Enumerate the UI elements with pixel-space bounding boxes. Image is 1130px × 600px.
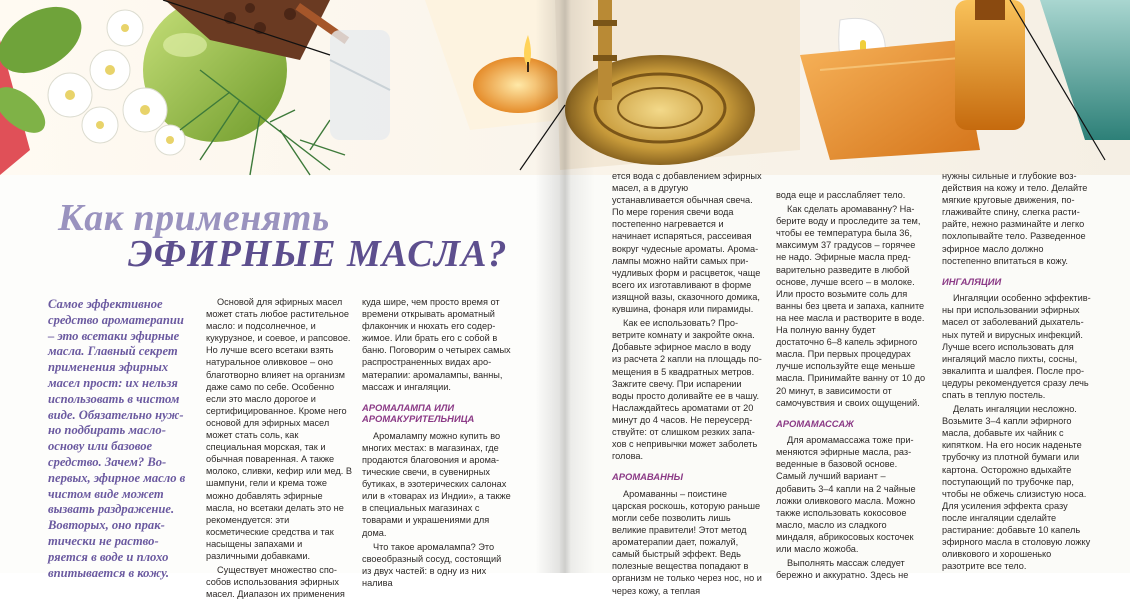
text-column-1 [206, 296, 354, 600]
paragraph: Основой для эфирных масел может стать любое растительное масло: и подсолнечное, и кукурузное, и соевое, и рапсовое. Но лучше всего всетаки взять натуральное оливковое – оно благотворно влияет на организм даже само по себе. Особенно если это масло дорогое и сертифицированное. Кроме него основой для эфирных масел может стать соль, как специальная морская, так и обычная поваренная. А также молоко, сливки, кефир или мед. В шампуни, гели и крема тоже можно добавлять эфирные масла, но всетаки делать это не рекомендуется: эти косметические средства и так насыщены запахами и различными добавками. [206, 297, 352, 561]
text-column-3 [612, 170, 762, 596]
section-heading-aromalamp: АРОМАЛАМПА ИЛИ АРОМАКУРИТЕЛЬНИЦА [362, 401, 475, 425]
paragraph: куда шире, чем просто время от времени открывать ароматный флакончик и нюхать его содержимое. Или брать его с собой в баню. Поговорим о четырех самых распространенных видах ароматерапии: аромалампы, ванны, массаж и ингаляции. [362, 297, 511, 392]
paragraph: Существует множество способов использования эфирных масел. Диапазон их применения [206, 565, 345, 600]
paragraph: Как ее использовать? Проветрите комнату и закройте окна. Добавьте эфирное масло в воду из расчета 2 капли на площадь помещения в 5 квадратных метров. Зажгите свечу. При испарении воды просто доливайте ее в чашу. Наслаждайтесь ароматами от 20 минут до 4 часов. Не переусердствуйте: от слишком резких запахов с непривычки может заболеть голова. [612, 318, 762, 462]
lead-paragraph: Самое эффективное средство аромaтерапии – это всетаки эфирные масла. Главный секрет применения эфирных масел прост: их нельзя использовать в чистом виде. Обязательно нужно подбирать маслооснову или базовое средство. Зачем? Вопервых, эфирное масло в чистом виде может вызвать раздражение. Вовторых, оно практически не растворяется в воде и плохо впитывается в кожу. [48, 297, 186, 580]
section-heading-inhalations: ИНГАЛЯЦИИ [942, 275, 1002, 287]
paragraph: Аромаванны – поистине царская роскошь, которую раньше могли себе позволить лишь великие правители! Этот метод ароматерапии дает, пожалуй, самый быстрый эффект. Ведь полезные вещества попадают в организм не только через нос, но и через кожу, а теплая [612, 488, 762, 596]
orange-soap-image [800, 40, 980, 160]
paragraph: Делать ингаляции несложно. Возьмите 3–4 капли эфирного масла, добавьте их чайник с кипятком. На его носик наденьте трубочку из плотной бумаги или картона. Осторожно вдыхайте поступающий по трубочке пар, чтобы не обжечь слизистую носа. Для усиления эффекта сразу после ингаляции сделайте растирание: добавьте 10 капель эфирного масла в столовую ложку оливкового и хорошенько разотрите все тело. [942, 404, 1091, 572]
text-column-5 [942, 170, 1092, 573]
amber-oil-bottle-image [955, 0, 1025, 130]
section-heading-aromabaths: АРОМАВАННЫ [612, 471, 683, 483]
paragraph: ется вода с добавлением эфирных масел, а в другую устанавливается обычная свеча. По мере горения свечи вода постепенно нагревается и начинает испаряться, рассеивая вокруг чудесные ароматы. Аромалампы можно найти самых причудливых форм и расцветок, чаще всего их изготавливают в форме изящной вазы, сказочного домика, кувшина, фонаря или пирамиды. [612, 171, 762, 315]
paragraph: вода еще и расслабляет тело. [776, 190, 906, 200]
paragraph: нужны сильные и глубокие воздействия на кожу и тело. Делайте мягкие круговые движения, поглаживайте спину, слегка растирайте, нежно разминайте и легко похлопывайте тело. Разведенное эфирное масло должно постепенно впитаться в кожу. [942, 171, 1088, 266]
paragraph: Что такое аромалампа? Это своеобразный сосуд, состоящий из двух частей: в одну из них налива [362, 541, 502, 588]
text-column-4 [776, 189, 926, 581]
section-heading-aromamassage: АРОМАМАССАЖ [776, 417, 854, 429]
paragraph: Выполнять массаж следует бережно и аккуратно. Здесь не [776, 558, 909, 581]
paragraph: Для аромамассажа тоже применяются эфирные масла, разведенные в базовой основе. Самый лучший вариант – добавить 3–4 капли на 2 чайные ложки оливкового масла. Можно также использовать кокосовое масло, масло из сладкого миндаля, абрикосовых косточек или масло жожоба. [776, 435, 916, 555]
oil-bottle-image [330, 30, 390, 140]
paragraph: Ингаляции особенно эффективны при использовании эфирных масел от заболеваний дыхательных путей и вирусных инфекций. Лучше всего использовать для ингаляций масло пихты, сосны, эвкалипта и шалфея. После процедуры рекомендуется сразу лечь спать в теплую постель. [942, 293, 1091, 400]
text-column-2 [362, 296, 512, 588]
article-title-line1: Как применять [58, 197, 330, 239]
paragraph: Аромалампу можно купить во многих местах: в магазинах, где продаются благовония и ароматические свечи, в сувенирных бутиках, в эзотерических салонах или в «товарах из Индии», а также в специальных магазинах с товарами и украшениями для дома. [362, 430, 511, 538]
book-gutter-shadow [535, 0, 595, 573]
paragraph: Как сделать аромаванну? Наберите воду и проследите за тем, чтобы ее температура была 36, максимум 37 градусов – горячее не надо. Эфирные масла предварительно разведите в любой основе, лучше всего – в молоке. Или просто возьмите соль для ванны без цвета и запаха, капните на нее масла и растворите в воде. На полную ванну будет достаточно 6–8 капель эфирного масла. При первых процедурах лучше используйте еще меньше масла. Принимайте ванну от 10 до 20 минут, в зависимости от самочувствия и своих ощущений. [776, 204, 926, 408]
article-title-line2: ЭФИРНЫЕ МАСЛА? [128, 233, 508, 275]
